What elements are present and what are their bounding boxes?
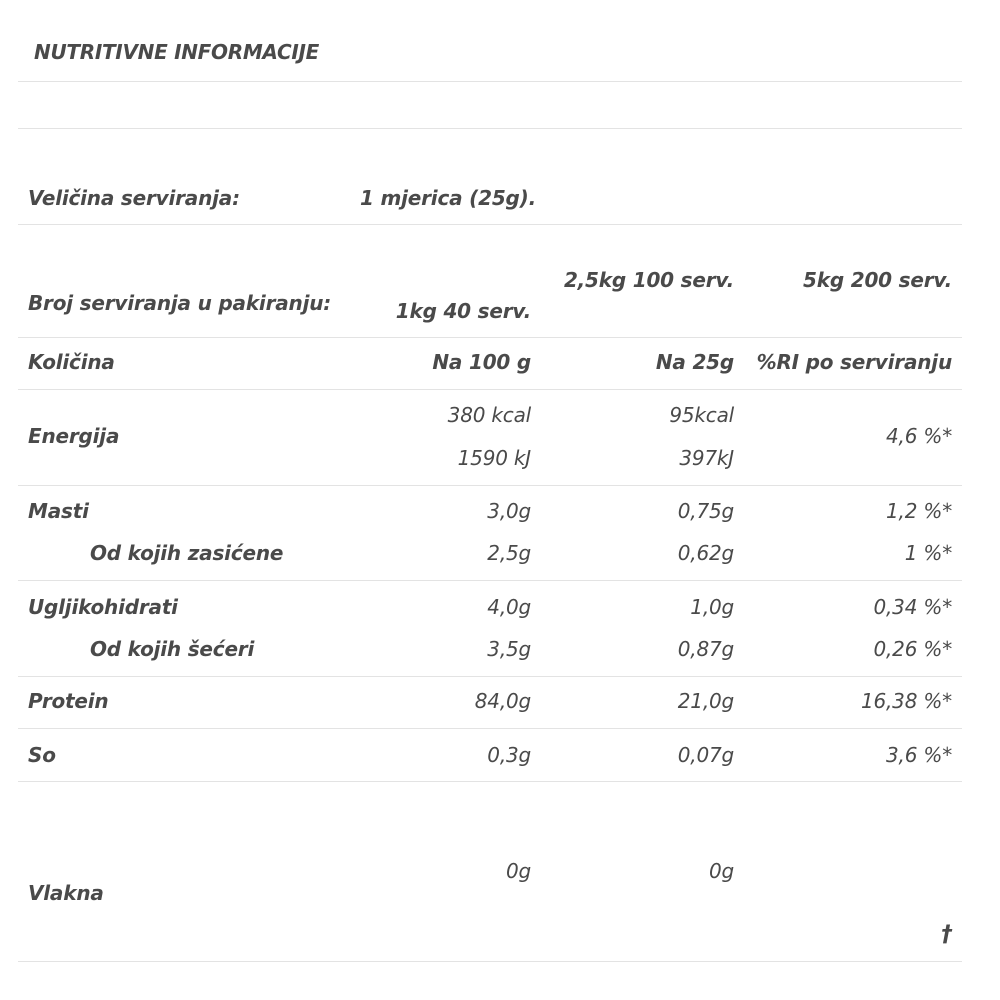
saturated-label: Od kojih zasićene	[90, 541, 284, 565]
carbs-label: Ugljikohidrati	[28, 595, 178, 619]
divider	[18, 961, 962, 962]
energy-kj-100g: 1590 kJ	[457, 446, 531, 470]
per-25g-header: Na 25g	[655, 350, 734, 374]
quantity-header: Količina	[28, 350, 115, 374]
energy-kcal-25g: 95kcal	[669, 403, 734, 427]
energy-ri: 4,6 %*	[886, 424, 952, 448]
fiber-ri-dagger: †	[941, 922, 952, 947]
sugars-label: Od kojih šećeri	[90, 637, 255, 661]
sugars-100g: 3,5g	[487, 637, 531, 661]
fat-ri: 1,2 %*	[886, 499, 952, 523]
sugars-ri: 0,26 %*	[873, 637, 952, 661]
fat-25g: 0,75g	[677, 499, 734, 523]
nutrition-panel	[18, 0, 962, 1000]
fiber-100g: 0g	[505, 859, 531, 883]
divider	[18, 485, 962, 486]
carbs-25g: 1,0g	[690, 595, 734, 619]
carbs-ri: 0,34 %*	[873, 595, 952, 619]
salt-25g: 0,07g	[677, 743, 734, 767]
page-title: NUTRITIVNE INFORMACIJE	[34, 40, 320, 64]
divider	[18, 128, 962, 129]
salt-100g: 0,3g	[487, 743, 531, 767]
ri-header: %RI po serviranju	[756, 350, 952, 374]
carbs-100g: 4,0g	[487, 595, 531, 619]
fiber-label: Vlakna	[28, 881, 104, 905]
saturated-ri: 1 %*	[904, 541, 952, 565]
saturated-25g: 0,62g	[677, 541, 734, 565]
divider	[18, 676, 962, 677]
salt-ri: 3,6 %*	[886, 743, 952, 767]
divider	[18, 389, 962, 390]
sugars-25g: 0,87g	[677, 637, 734, 661]
serving-size-value: 1 mjerica (25g).	[360, 186, 536, 210]
servings-5kg: 5kg 200 serv.	[803, 268, 952, 292]
servings-1kg: 1kg 40 serv.	[395, 299, 531, 323]
fat-100g: 3,0g	[487, 499, 531, 523]
protein-label: Protein	[28, 689, 109, 713]
fat-label: Masti	[28, 499, 89, 523]
divider	[18, 337, 962, 338]
divider	[18, 81, 962, 82]
energy-kj-25g: 397kJ	[679, 446, 734, 470]
salt-label: So	[28, 743, 56, 767]
divider	[18, 580, 962, 581]
per-100g-header: Na 100 g	[432, 350, 531, 374]
protein-25g: 21,0g	[677, 689, 734, 713]
protein-100g: 84,0g	[474, 689, 531, 713]
servings-per-pack-label: Broj serviranja u pakiranju:	[28, 291, 332, 315]
saturated-100g: 2,5g	[487, 541, 531, 565]
fiber-25g: 0g	[708, 859, 734, 883]
serving-size-label: Veličina serviranja:	[28, 186, 240, 210]
servings-2-5kg: 2,5kg 100 serv.	[563, 268, 734, 292]
divider	[18, 224, 962, 225]
energy-label: Energija	[28, 424, 120, 448]
energy-kcal-100g: 380 kcal	[447, 403, 531, 427]
protein-ri: 16,38 %*	[860, 689, 952, 713]
divider	[18, 781, 962, 782]
divider	[18, 728, 962, 729]
